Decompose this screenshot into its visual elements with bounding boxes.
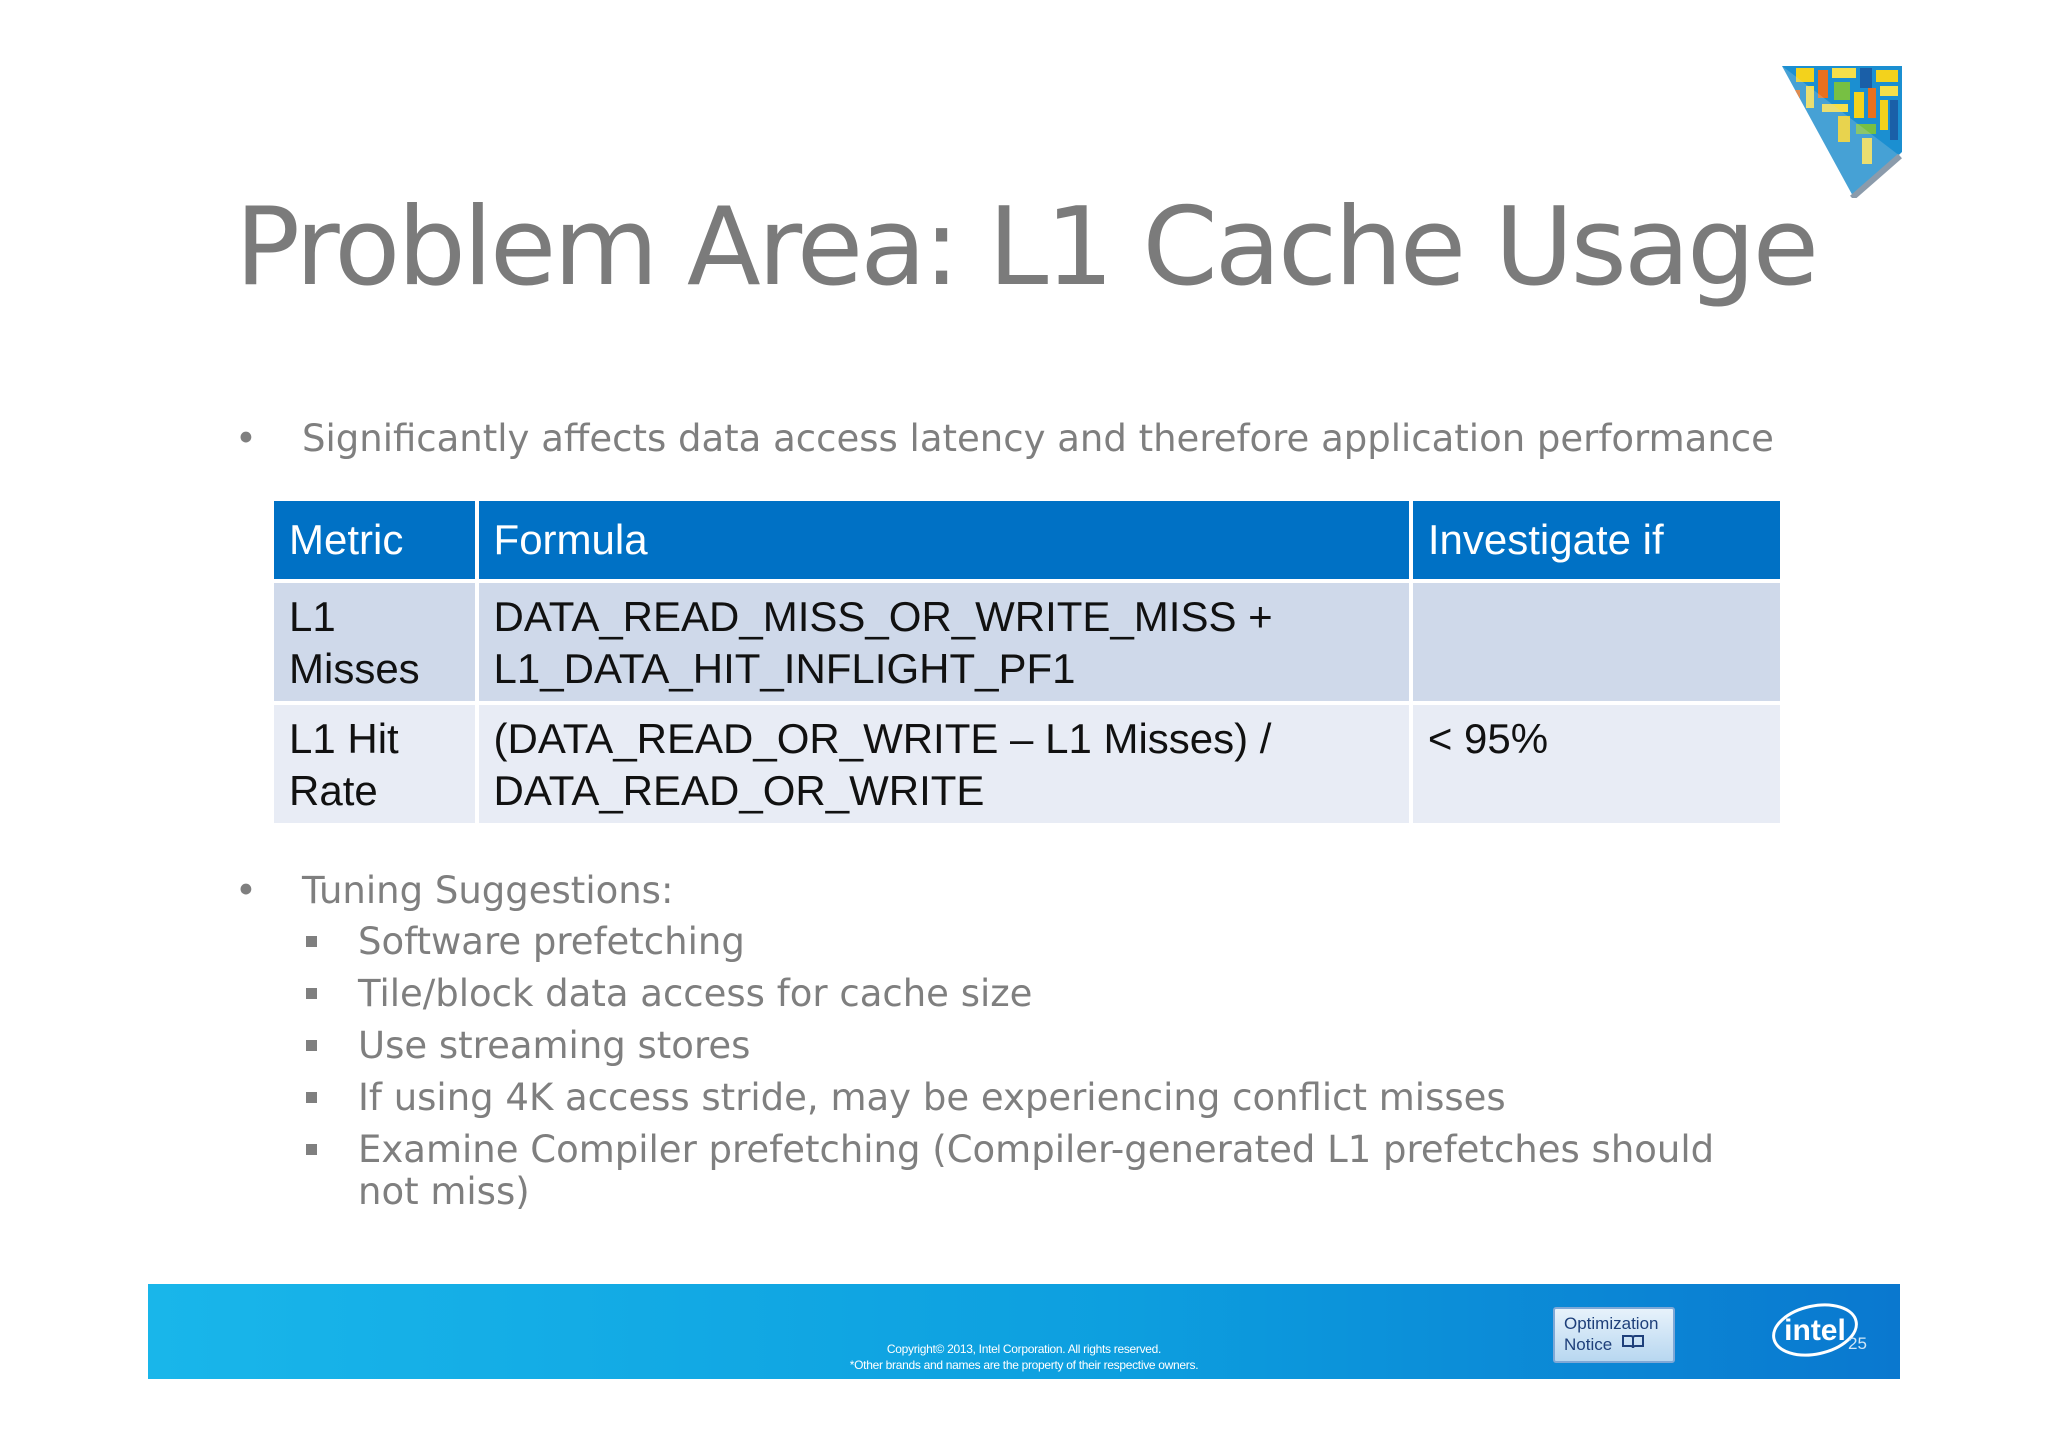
- copyright-line: Copyright© 2013, Intel Corporation. All rights reserved.: [886, 1342, 1162, 1356]
- page-number: 25: [1848, 1334, 1867, 1353]
- metric-cell: [272, 703, 477, 825]
- formula-line: (DATA_READ_OR_WRITE – L1 Misses) /: [493, 715, 1272, 762]
- square-bullet-icon: [306, 1144, 317, 1155]
- page-title: Problem Area: L1 Cache Usage: [235, 185, 1817, 310]
- metric-line: Rate: [289, 767, 378, 814]
- metric-line: L1 Hit: [289, 715, 399, 762]
- bullet-marker: •: [235, 417, 257, 460]
- optimization-label: Optimization: [1564, 1314, 1659, 1333]
- bullet-marker: •: [235, 869, 257, 912]
- formula-cell: [477, 703, 1411, 825]
- column-header-investigate: Investigate if: [1411, 499, 1782, 581]
- copyright-line: *Other brands and names are the property of their respective owners.: [849, 1358, 1199, 1372]
- optimization-notice-button[interactable]: [1553, 1307, 1675, 1363]
- bullet-text: Tuning Suggestions:: [302, 869, 674, 912]
- footer-bar: [148, 1284, 1900, 1379]
- formula-cell: [477, 581, 1411, 703]
- formula-line: L1_DATA_HIT_INFLIGHT_PF1: [493, 645, 1076, 692]
- square-bullet-icon: [306, 988, 317, 999]
- square-bullet-icon: [306, 1040, 317, 1051]
- book-icon: [1621, 1334, 1645, 1350]
- metric-line: Misses: [289, 645, 420, 692]
- investigate-cell: < 95%: [1411, 703, 1782, 825]
- table-row: [272, 581, 1782, 703]
- investigate-cell: [1411, 581, 1782, 703]
- metric-line: L1: [289, 593, 336, 640]
- sub-bullet-text: Tile/block data access for cache size: [358, 972, 1033, 1015]
- intel-corner-graphic-icon: [1782, 66, 1902, 198]
- table-header-row: [272, 499, 1782, 581]
- sub-bullet-text: If using 4K access stride, may be experiencing conflict misses: [358, 1076, 1506, 1119]
- column-header-metric: Metric: [272, 499, 477, 581]
- formula-line: DATA_READ_MISS_OR_WRITE_MISS +: [493, 593, 1273, 640]
- table-row: [272, 703, 1782, 825]
- column-header-formula: Formula: [477, 499, 1411, 581]
- sub-bullet-text: Software prefetching: [358, 920, 745, 963]
- notice-label: Notice: [1564, 1335, 1613, 1354]
- formula-line: DATA_READ_OR_WRITE: [493, 767, 985, 814]
- sub-bullet-text: Examine Compiler prefetching (Compiler-generated L1 prefetches should not miss): [358, 1128, 1715, 1213]
- metric-cell: [272, 581, 477, 703]
- square-bullet-icon: [306, 936, 317, 947]
- sub-bullet-text: Use streaming stores: [358, 1024, 751, 1067]
- intel-wordmark: intel: [1784, 1314, 1846, 1347]
- bullet-text: Significantly affects data access latency and therefore application performance: [302, 417, 1774, 460]
- square-bullet-icon: [306, 1092, 317, 1103]
- metrics-table: [270, 497, 1784, 827]
